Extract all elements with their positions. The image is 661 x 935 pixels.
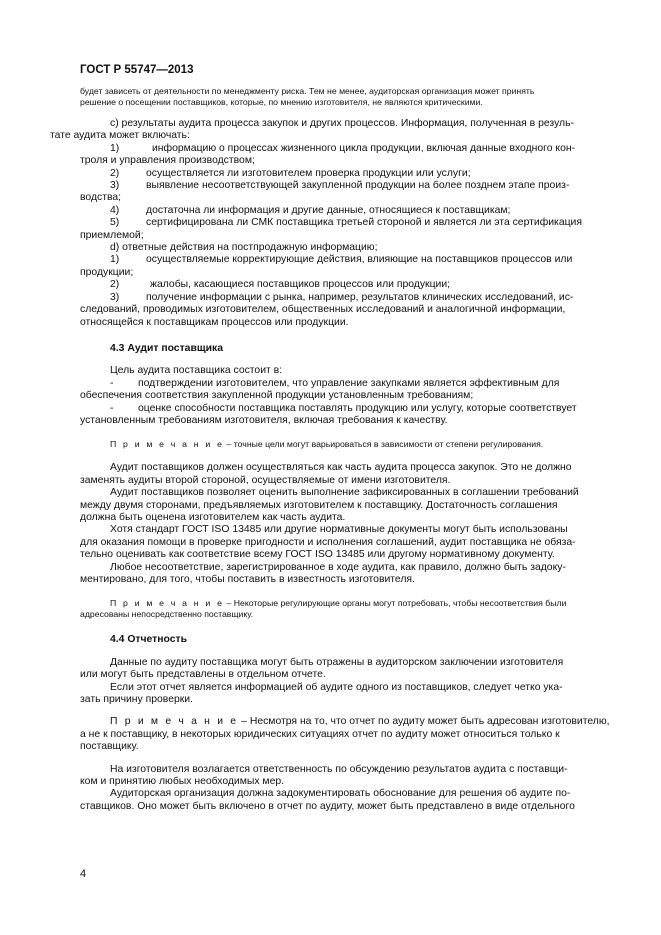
paragraph: Аудит поставщиков позволяет оценить выполнение зафиксированных в соглашении требований между двумя сторонами, предъявляемых изготовителем к поставщику. Достаточность соглашения должна быть оценена изготовителем как часть аудита. (80, 487, 579, 523)
list-item: 5) сертифицирована ли СМК поставщика третьей стороной и является ли эта сертификация приемлемой; (80, 217, 582, 241)
list-intro-d: d) ответные действия на постпродажную информацию; (110, 242, 378, 254)
paragraph: Данные по аудиту поставщика могут быть отражены в аудиторском заключении изготовителя или могут быть представлены в отдельном отчете. (80, 656, 564, 681)
paragraph: На изготовителя возлагается ответственность по обсуждению результатов аудита с поставщи- ком и принятию любых необходимых мер. (80, 763, 568, 788)
list-intro-c: c) результаты аудита процесса закупок и других процессов. Информация, полученная в резуль- тате аудита может включать: (50, 118, 574, 142)
paragraph: Хотя стандарт ГОСТ ISO 13485 или другие нормативные документы могут быть использованы для оказания помощи в проверке пригодности и исполнения соглашений, аудит поставщика не обяза- тельно оценивать как соответствие всему ГОСТ ISO 13485 или другому нормативному документу. (80, 524, 576, 561)
dash-item: - подтверждении изготовителем, что управление закупками является эффективным для обеспечения соответствия закупленной продукции установленным требованиям; (80, 377, 560, 402)
page-number: 4 (80, 868, 87, 880)
note: П р и м е ч а н и е – точные цели могут варьироваться в зависимости от степени регулирования. (110, 439, 544, 450)
document-header: ГОСТ Р 55747—2013 (80, 64, 194, 76)
paragraph-continuation: будет зависеть от деятельности по менеджменту риска. Тем не менее, аудиторская организация может принять решение о посещении поставщиков, которые, по мнению изготовителя, не являются критическими. (80, 86, 535, 107)
section-heading-4-4: 4.4 Отчетность (110, 634, 188, 646)
list-item: 1) информацию о процессах жизненного цикла продукции, включая данные входного кон- троля и управления производством; (80, 142, 576, 167)
dash-item: - оценке способности поставщика поставлять продукцию или услугу, которые соответствует установленным требованиям изготовителя, включая требования к качеству. (80, 402, 577, 426)
paragraph: Если этот отчет является информацией об аудите одного из поставщиков, следует четко ука- зать причину проверки. (80, 681, 563, 706)
list-item: 3) выявление несоответствующей закупленной продукции на более позднем этапе произ- водства; (80, 180, 570, 204)
list-item: 1) осуществляемые корректирующие действия, влияющие на поставщиков процессов или продукции; (80, 254, 573, 278)
note: П р и м е ч а н и е – Некоторые регулирующие органы могут потребовать, чтобы несоответствия были адресованы непосредственно поставщику. (80, 598, 567, 620)
note: П р и м е ч а н и е – Несмотря на то, что отчет по аудиту может быть адресован изготовителю, а не к поставщику, в некоторых юридических ситуациях отчет по аудиту может относиться только к поставщику. (80, 716, 610, 753)
paragraph: Любое несоответствие, зарегистрированное в ходе аудита, как правило, должно быть задоку- ментировано, для того, чтобы поставить в известность изготовителя. (80, 561, 566, 585)
paragraph: Аудиторская организация должна задокументировать обоснование для решения об аудите по- ставщиков. Оно может быть включено в отчет по аудиту, может быть представлено в виде отдельного (80, 788, 575, 812)
paragraph: Аудит поставщиков должен осуществляться как часть аудита процесса закупок. Это не должно заменять аудиты второй стороной, осуществляемые от имени изготовителя. (80, 462, 572, 486)
section-heading-4-3: 4.3 Аудит поставщика (110, 342, 223, 354)
list-item: 2) осуществляется ли изготовителем проверка продукции или услуги; (110, 167, 471, 179)
list-item: 2) жалобы, касающиеся поставщиков процессов или продукции; (110, 279, 451, 291)
document-body (50, 86, 614, 813)
list-item: 3) получение информации с рынка, например, результатов клинических исследований, ис- следований, проводимых изготовителем, общественных исследований и аналогичной информации, относящейся к поставщикам процессов или продукции. (80, 291, 574, 328)
list-item: 4) достаточна ли информация и другие данные, относящиеся к поставщикам; (110, 204, 511, 216)
paragraph: Цель аудита поставщика состоит в: (110, 365, 283, 377)
